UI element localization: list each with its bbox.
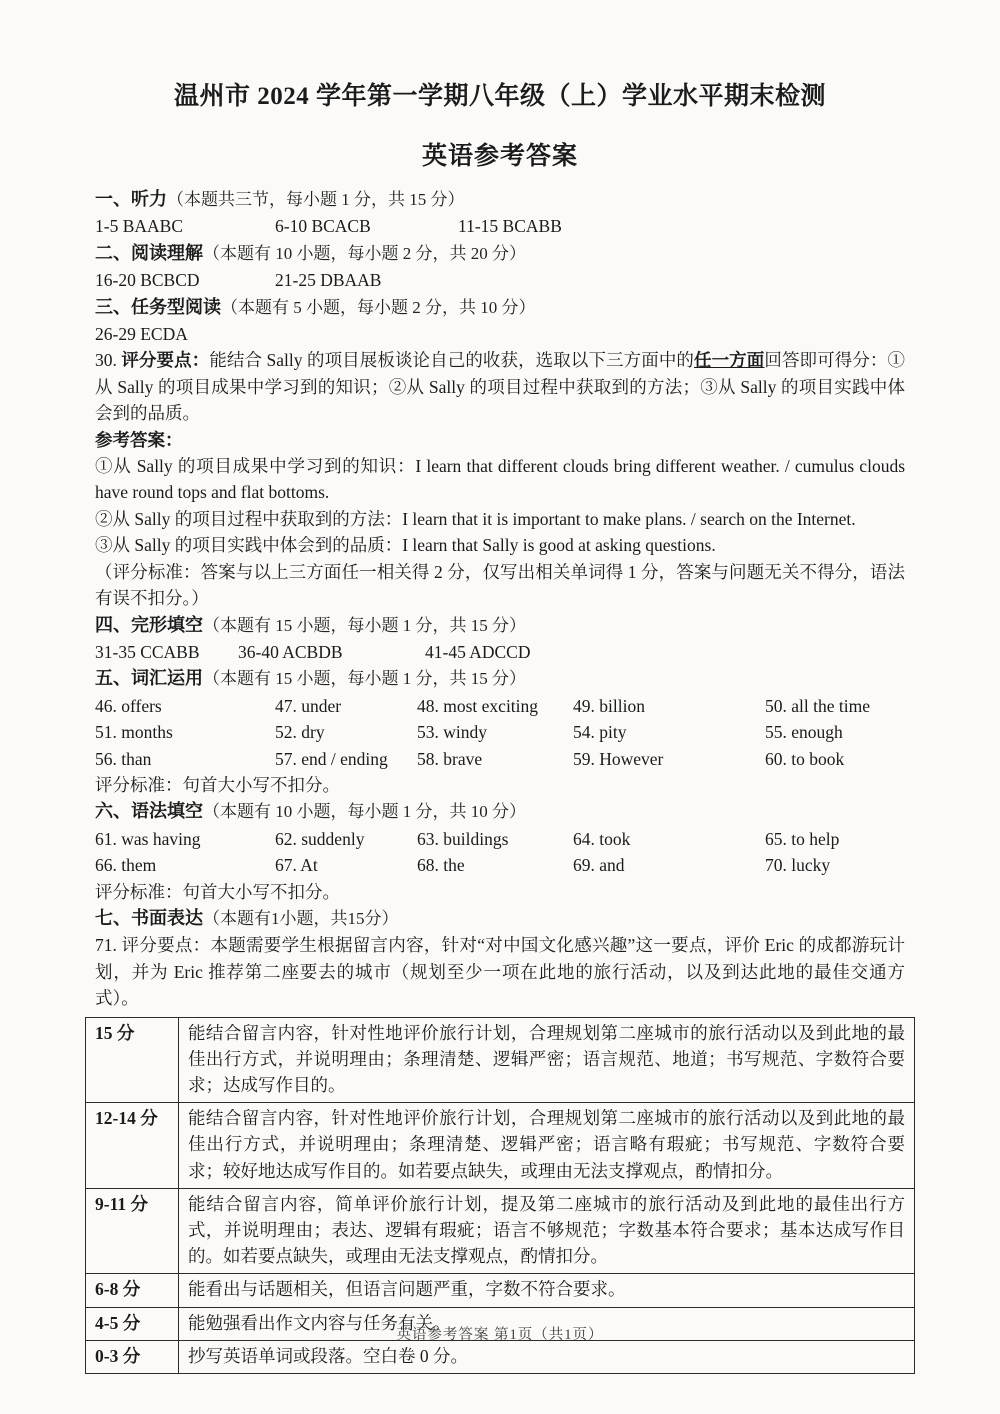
section-3-note: （本题有 5 小题，每小题 2 分，共 10 分） — [221, 297, 536, 317]
rubric-score-band: 12-14 分 — [86, 1103, 179, 1189]
section-5-answers-row-2 — [95, 719, 905, 745]
section-5-title: 五、词汇运用 — [95, 668, 203, 689]
section-5-heading — [95, 665, 905, 692]
section-1-heading — [95, 186, 905, 213]
answer-key-item: 1-5 BAABC — [95, 216, 183, 237]
section-4-note: （本题有 15 小题，每小题 1 分，共 15 分） — [203, 615, 526, 635]
rubric-row-6-8 — [86, 1274, 915, 1307]
answer-key-item: 67. At — [275, 855, 318, 876]
rubric-description: 能勉强看出作文内容与任务有关。 — [179, 1307, 915, 1340]
section-6-note: （本题有 10 小题，每小题 1 分，共 10 分） — [203, 802, 526, 822]
answer-key-item: 69. and — [573, 855, 625, 876]
answer-key-item: 41-45 ADCCD — [425, 641, 531, 662]
q30-number: 30. — [95, 350, 122, 371]
section-2-heading — [95, 240, 905, 267]
answer-key-item: 63. buildings — [417, 828, 509, 849]
answer-key-item: 53. windy — [417, 722, 487, 743]
rubric-score-band: 0-3 分 — [86, 1340, 179, 1373]
answer-key-item: 54. pity — [573, 722, 627, 743]
answer-key-item: 57. end / ending — [275, 748, 388, 769]
q30-text-after: 回答即可得分：①从 Sally 的项目成果中学习到的知识；②从 Sally 的项目过程中获取到的方法；③从 Sally 的项目实践中体会到的品质。 — [95, 350, 906, 424]
section-7-note: （本题有1小题，共15分） — [203, 908, 399, 928]
section-4-heading — [95, 612, 905, 639]
answer-key-item: 58. brave — [417, 748, 483, 769]
section-5-answers-row-3 — [95, 746, 905, 772]
rubric-row-0-3 — [86, 1340, 915, 1373]
answer-key-item: 49. billion — [573, 695, 645, 716]
reference-answer-2: ②从 Sally 的项目过程中获取到的方法：I learn that it is important to make plans. / search on the Internet. — [95, 508, 856, 529]
section-6-answers-row-2 — [95, 852, 905, 878]
rubric-description: 能结合留言内容，针对性地评价旅行计划，合理规划第二座城市的旅行活动以及到此地的最佳出行方式，并说明理由；条理清楚、逻辑严密；语言规范、地道；书写规范、字数符合要求；达成写作目的。 — [179, 1017, 915, 1103]
writing-rubric-table — [85, 1017, 915, 1374]
q71-scoring-points: 71. 评分要点：本题需要学生根据留言内容，针对“对中国文化感兴趣”这一要点，评价 Eric 的成都游玩计划，并为 Eric 推荐第二座要去的城市（规划至少一项在此地的旅行活动，以及到达此地的最佳交通方式）。 — [95, 935, 905, 1009]
section-4-title: 四、完形填空 — [95, 614, 203, 635]
page-footer: 英语参考答案 第1页（共1页） — [396, 1327, 604, 1343]
rubric-score-band: 15 分 — [86, 1017, 179, 1103]
section-4-answers — [95, 639, 905, 665]
answer-key-item: 62. suddenly — [275, 828, 365, 849]
answer-key-item: 46. offers — [95, 695, 162, 716]
reference-answer-3: ③从 Sally 的项目实践中体会到的品质：I learn that Sally is good at asking questions. — [95, 535, 716, 556]
q30-scoring-points — [95, 347, 905, 426]
section-2-answers — [95, 267, 905, 293]
rubric-score-band: 4-5 分 — [86, 1307, 179, 1340]
answer-key-item: 47. under — [275, 695, 342, 716]
section-3-answers — [95, 321, 905, 347]
q30-text-before: 能结合 Sally 的项目展板谈论自己的收获，选取以下三方面中的 — [209, 350, 694, 371]
section-5-scoring-note: 评分标准：句首大小写不扣分。 — [95, 774, 340, 795]
answer-key-item: 70. lucky — [765, 855, 831, 876]
answer-key-item: 65. to help — [765, 828, 840, 849]
answer-key-item: 31-35 CCABB — [95, 641, 200, 662]
answer-key-item: 16-20 BCBCD — [95, 270, 200, 291]
section-3-heading — [95, 294, 905, 321]
answer-key-item: 48. most exciting — [417, 695, 539, 716]
answer-key-item: 55. enough — [765, 722, 843, 743]
answer-key-item: 52. dry — [275, 722, 325, 743]
answer-key-item: 61. was having — [95, 828, 201, 849]
rubric-row-15 — [86, 1017, 915, 1103]
answer-key-item: 50. all the time — [765, 695, 870, 716]
answer-key-item: 66. them — [95, 855, 157, 876]
answer-key-item: 36-40 ACBDB — [238, 641, 343, 662]
answer-key-item: 21-25 DBAAB — [275, 270, 382, 291]
reference-answers-label: 参考答案： — [95, 429, 183, 450]
answer-key-item: 6-10 BCACB — [275, 216, 371, 237]
q30-underlined-phrase: 任一方面 — [694, 350, 765, 371]
answer-key-item: 56. than — [95, 748, 152, 769]
section-2-note: （本题有 10 小题，每小题 2 分，共 20 分） — [203, 243, 526, 263]
answer-key-item: 68. the — [417, 855, 465, 876]
page-subtitle: 英语参考答案 — [421, 143, 578, 170]
rubric-score-band: 9-11 分 — [86, 1188, 179, 1274]
section-6-title: 六、语法填空 — [95, 801, 203, 822]
section-7-title: 七、书面表达 — [95, 907, 203, 928]
rubric-row-12-14 — [86, 1103, 915, 1189]
q30-scoring-criteria: （评分标准：答案与以上三方面任一相关得 2 分，仅写出相关单词得 1 分，答案与问题无关不得分，语法有误不扣分。） — [95, 561, 905, 609]
section-1-note: （本题共三节，每小题 1 分，共 15 分） — [167, 190, 465, 209]
answer-key-item: 64. took — [573, 828, 631, 849]
answer-key-item: 11-15 BCABB — [458, 216, 562, 237]
section-6-scoring-note: 评分标准：句首大小写不扣分。 — [95, 881, 340, 902]
section-3-title: 三、任务型阅读 — [95, 296, 221, 317]
section-6-heading — [95, 798, 905, 825]
rubric-description: 能看出与话题相关，但语言问题严重，字数不符合要求。 — [179, 1274, 915, 1307]
q30-label: 评分要点： — [121, 350, 210, 371]
section-6-answers-row-1 — [95, 826, 905, 852]
reference-answer-1: ①从 Sally 的项目成果中学习到的知识：I learn that different clouds bring different weather. / cumulus clouds have round tops and flat bottoms. — [95, 456, 905, 503]
page-title: 温州市 2024 学年第一学期八年级（上）学业水平期末检测 — [173, 83, 826, 110]
rubric-description: 抄写英语单词或段落。空白卷 0 分。 — [179, 1340, 915, 1373]
section-1-title: 一、听力 — [95, 189, 167, 209]
section-5-answers-row-1 — [95, 693, 905, 719]
rubric-row-9-11 — [86, 1188, 915, 1274]
rubric-description: 能结合留言内容，针对性地评价旅行计划，合理规划第二座城市的旅行活动以及到此地的最佳出行方式，并说明理由；条理清楚、逻辑严密；语言略有瑕疵；书写规范、字数符合要求；较好地达成写作目的。如若要点缺失，或理由无法支撑观点，酌情扣分。 — [179, 1103, 915, 1189]
answer-key-item: 60. to book — [765, 748, 845, 769]
answer-key-item: 51. months — [95, 722, 173, 743]
section-1-answers — [95, 213, 905, 239]
section-2-title: 二、阅读理解 — [95, 242, 203, 263]
rubric-score-band: 6-8 分 — [86, 1274, 179, 1307]
answer-key-item: 59. However — [573, 748, 664, 769]
section-5-note: （本题有 15 小题，每小题 1 分，共 15 分） — [203, 669, 526, 689]
rubric-description: 能结合留言内容，简单评价旅行计划，提及第二座城市的旅行活动及到此地的最佳出行方式，并说明理由；表达、逻辑有瑕疵；语言不够规范；字数基本符合要求；基本达成写作目的。如若要点缺失，或理由无法支撑观点，酌情扣分。 — [179, 1188, 915, 1274]
section-7-heading — [95, 905, 905, 932]
answer-key-item: 26-29 ECDA — [95, 324, 188, 345]
